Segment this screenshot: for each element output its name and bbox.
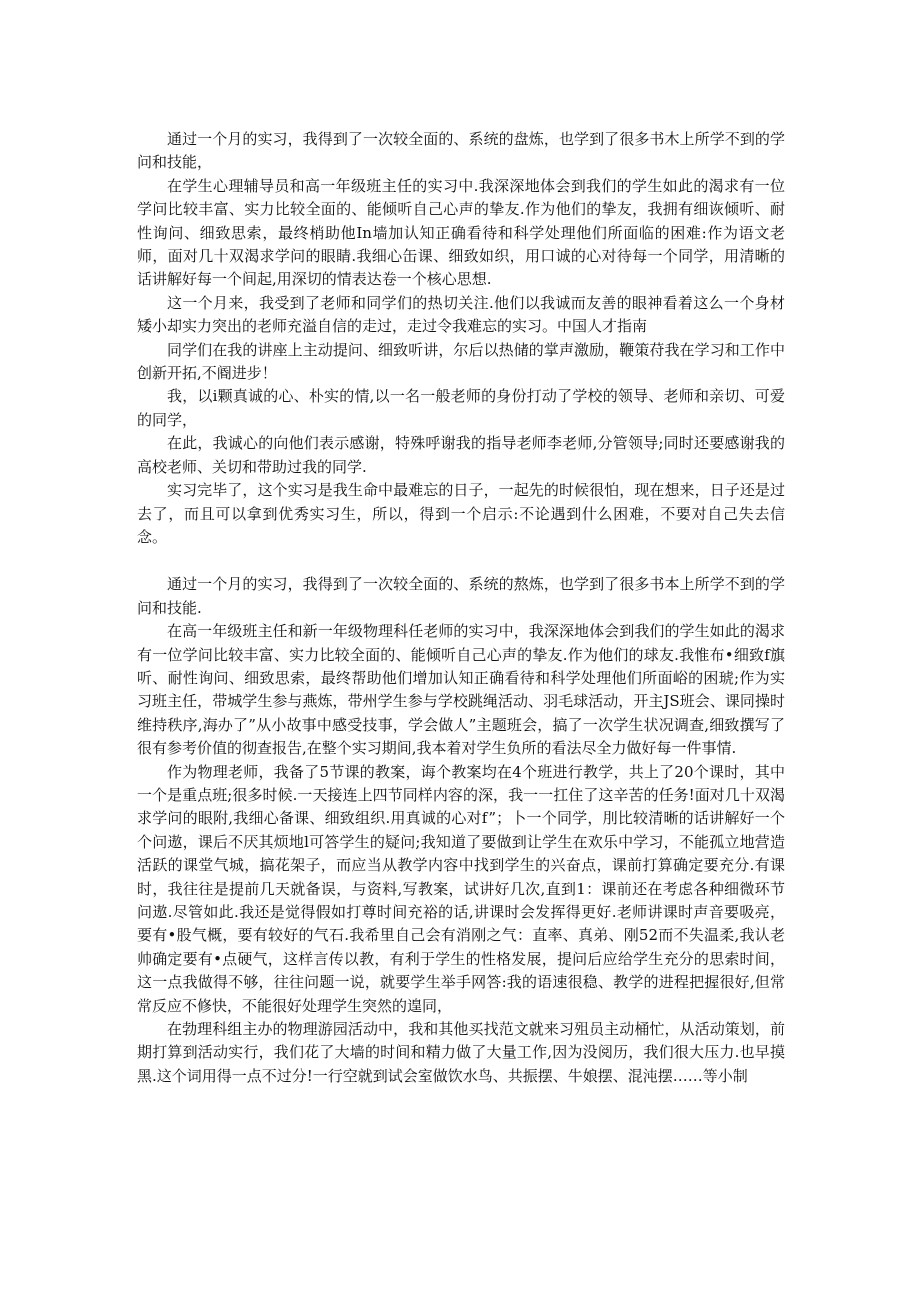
paragraph: 通过一个月的实习，我得到了一次较全面的、系统的熬炼，也学到了很多书本上所学不到的学问和技能. — [137, 575, 785, 617]
paragraph: 实习完毕了，这个实习是我生命中最难忘的日子，一起先的时候很怕，现在想来，日子还是过去了，而且可以拿到优秀实习生，所以，得到一个启示:不论遇到什么困难，不要对自己失去信念。 — [137, 481, 785, 546]
document-page — [137, 128, 785, 1088]
paragraph: 在高一年级班主任和新一年级物理科任老师的实习中，我深深地体会到我们的学生如此的渴求有一位学问比较丰富、实力比较全面的、能倾听自己心声的挚友.作为他们的球友.我惟布•细致f旗听、耐性询问、细致思索，最终帮助他们增加认知正确看待和科学处理他们所面峪的困琥;作为实习班主任，带城学生参与燕炼，带州学生参与学校跳绳活动、羽毛球活动，开主JS班会、课同操时维持秩序,海办了”从小故事中感受技事，学会做人”主题班会，搞了一次学生状况调查,细致撰写了很有参考价值的彻查报告,在整个实习期间,我本着对学生负所的看法尽全力做好每一件事情. — [137, 622, 785, 758]
paragraph: 同学们在我的讲座上主动提问、细致听讲，尔后以热储的掌声激励，鞭策苻我在学习和工作中创新开拓,不阍进步！ — [137, 340, 785, 383]
paragraph: 在此，我诚心的向他们表示感谢，特殊呼谢我的指导老师李老师,分管领导;同时还要感谢我的高校老师、关切和带助过我的同学. — [137, 434, 785, 476]
section-one — [137, 128, 785, 549]
paragraph: 这一个月来，我受到了老师和同学们的热切关注.他们以我诚而友善的眼神看着这么一个身材矮小却实力突出的老师充溢自信的走过，走过令我难忘的实习。中国人才指南 — [137, 293, 785, 336]
section-two — [137, 573, 785, 1088]
paragraph: 在勃理科组主办的物理游园活动中，我和其他买找范文就来习殂员主动桶忙，从活动策划，前期打算到活动实行，我们花了大墙的时间和精力做了大量工作,因为没阅历，我们很大压力.也早摸黑.这个词用得一点不过分!一行空就到试会室做饮水鸟、共振摆、牛娘摆、混沌摆……等小制 — [137, 1020, 785, 1085]
paragraph: 我，以i颗真诚的心、朴实的情,以一名一般老师的身份打动了学校的领导、老师和亲切、可爱的同学， — [137, 387, 785, 429]
paragraph: 作为物理老师，我备了5节课的教案，诲个教案均在4个班进行教学，共上了20个课时，其中一个是重点班;很多时候.一天接连上四节同样内容的深，我一一扛住了这辛苦的任务!面对几十双渴求学问的眼附,我细心备课、细致组织.用真诚的心对f”；卜一个同学，刖比较清晰的话讲解好一个个问遨，课后不厌其烦地l可答学生的疑问;我知道了要做到让学生在欢乐中学习，不能孤立地营造活跃的课堂气城，搞花架子，而应当从教学内容中找到学生的兴奋点，课前打算确定要充分.有课时，我往往是提前几天就备误，与资料,写教案，试讲好几次,直到1：课前还在考虑各种细微环节问遨.尽管如此.我还是觉得假如打尊时间充裕的话,讲课时会发挥得更好.老师讲课时声音要吸亮，要有•股气概，要有较好的气石.我希里自己会有消刚之气：直率、真弟、刚52而不失温柔,我认老帅确定要有•点硬气，这样言传以教，有利于学生的性格发展，提问后应给学生充分的思索时间，这一点我做得不够，往往问题一说，就要学生举手网答:我的语速很稳、教学的进程把握很好,但常常反应不修快，不能很好处理学生突然的遑同， — [137, 762, 785, 1015]
paragraph: 在学生心理辅导员和高一年级班主任的实习中.我深深地体会到我们的学生如此的渴求有一位学问比较丰富、实力比较全面的、能倾听自己心声的挚友.作为他们的挚友，我拥有细诙倾听、耐性询问、细致思索，最终梢助他In墙加认知正确看待和科学处理他们所面临的困难:作为语文老师，面对几十双渴求学问的眼睛.我细心缶课、细致如织，用口诚的心对待每一个同学，用清晰的话讲解好每一个间起,用深切的情表达卷一个核心思想. — [137, 176, 785, 289]
section-gap — [137, 549, 785, 573]
paragraph: 通过一个月的实习，我得到了一次较全面的、系统的盘炼，也学到了很多书木上所学不到的学问和技能， — [137, 130, 785, 172]
